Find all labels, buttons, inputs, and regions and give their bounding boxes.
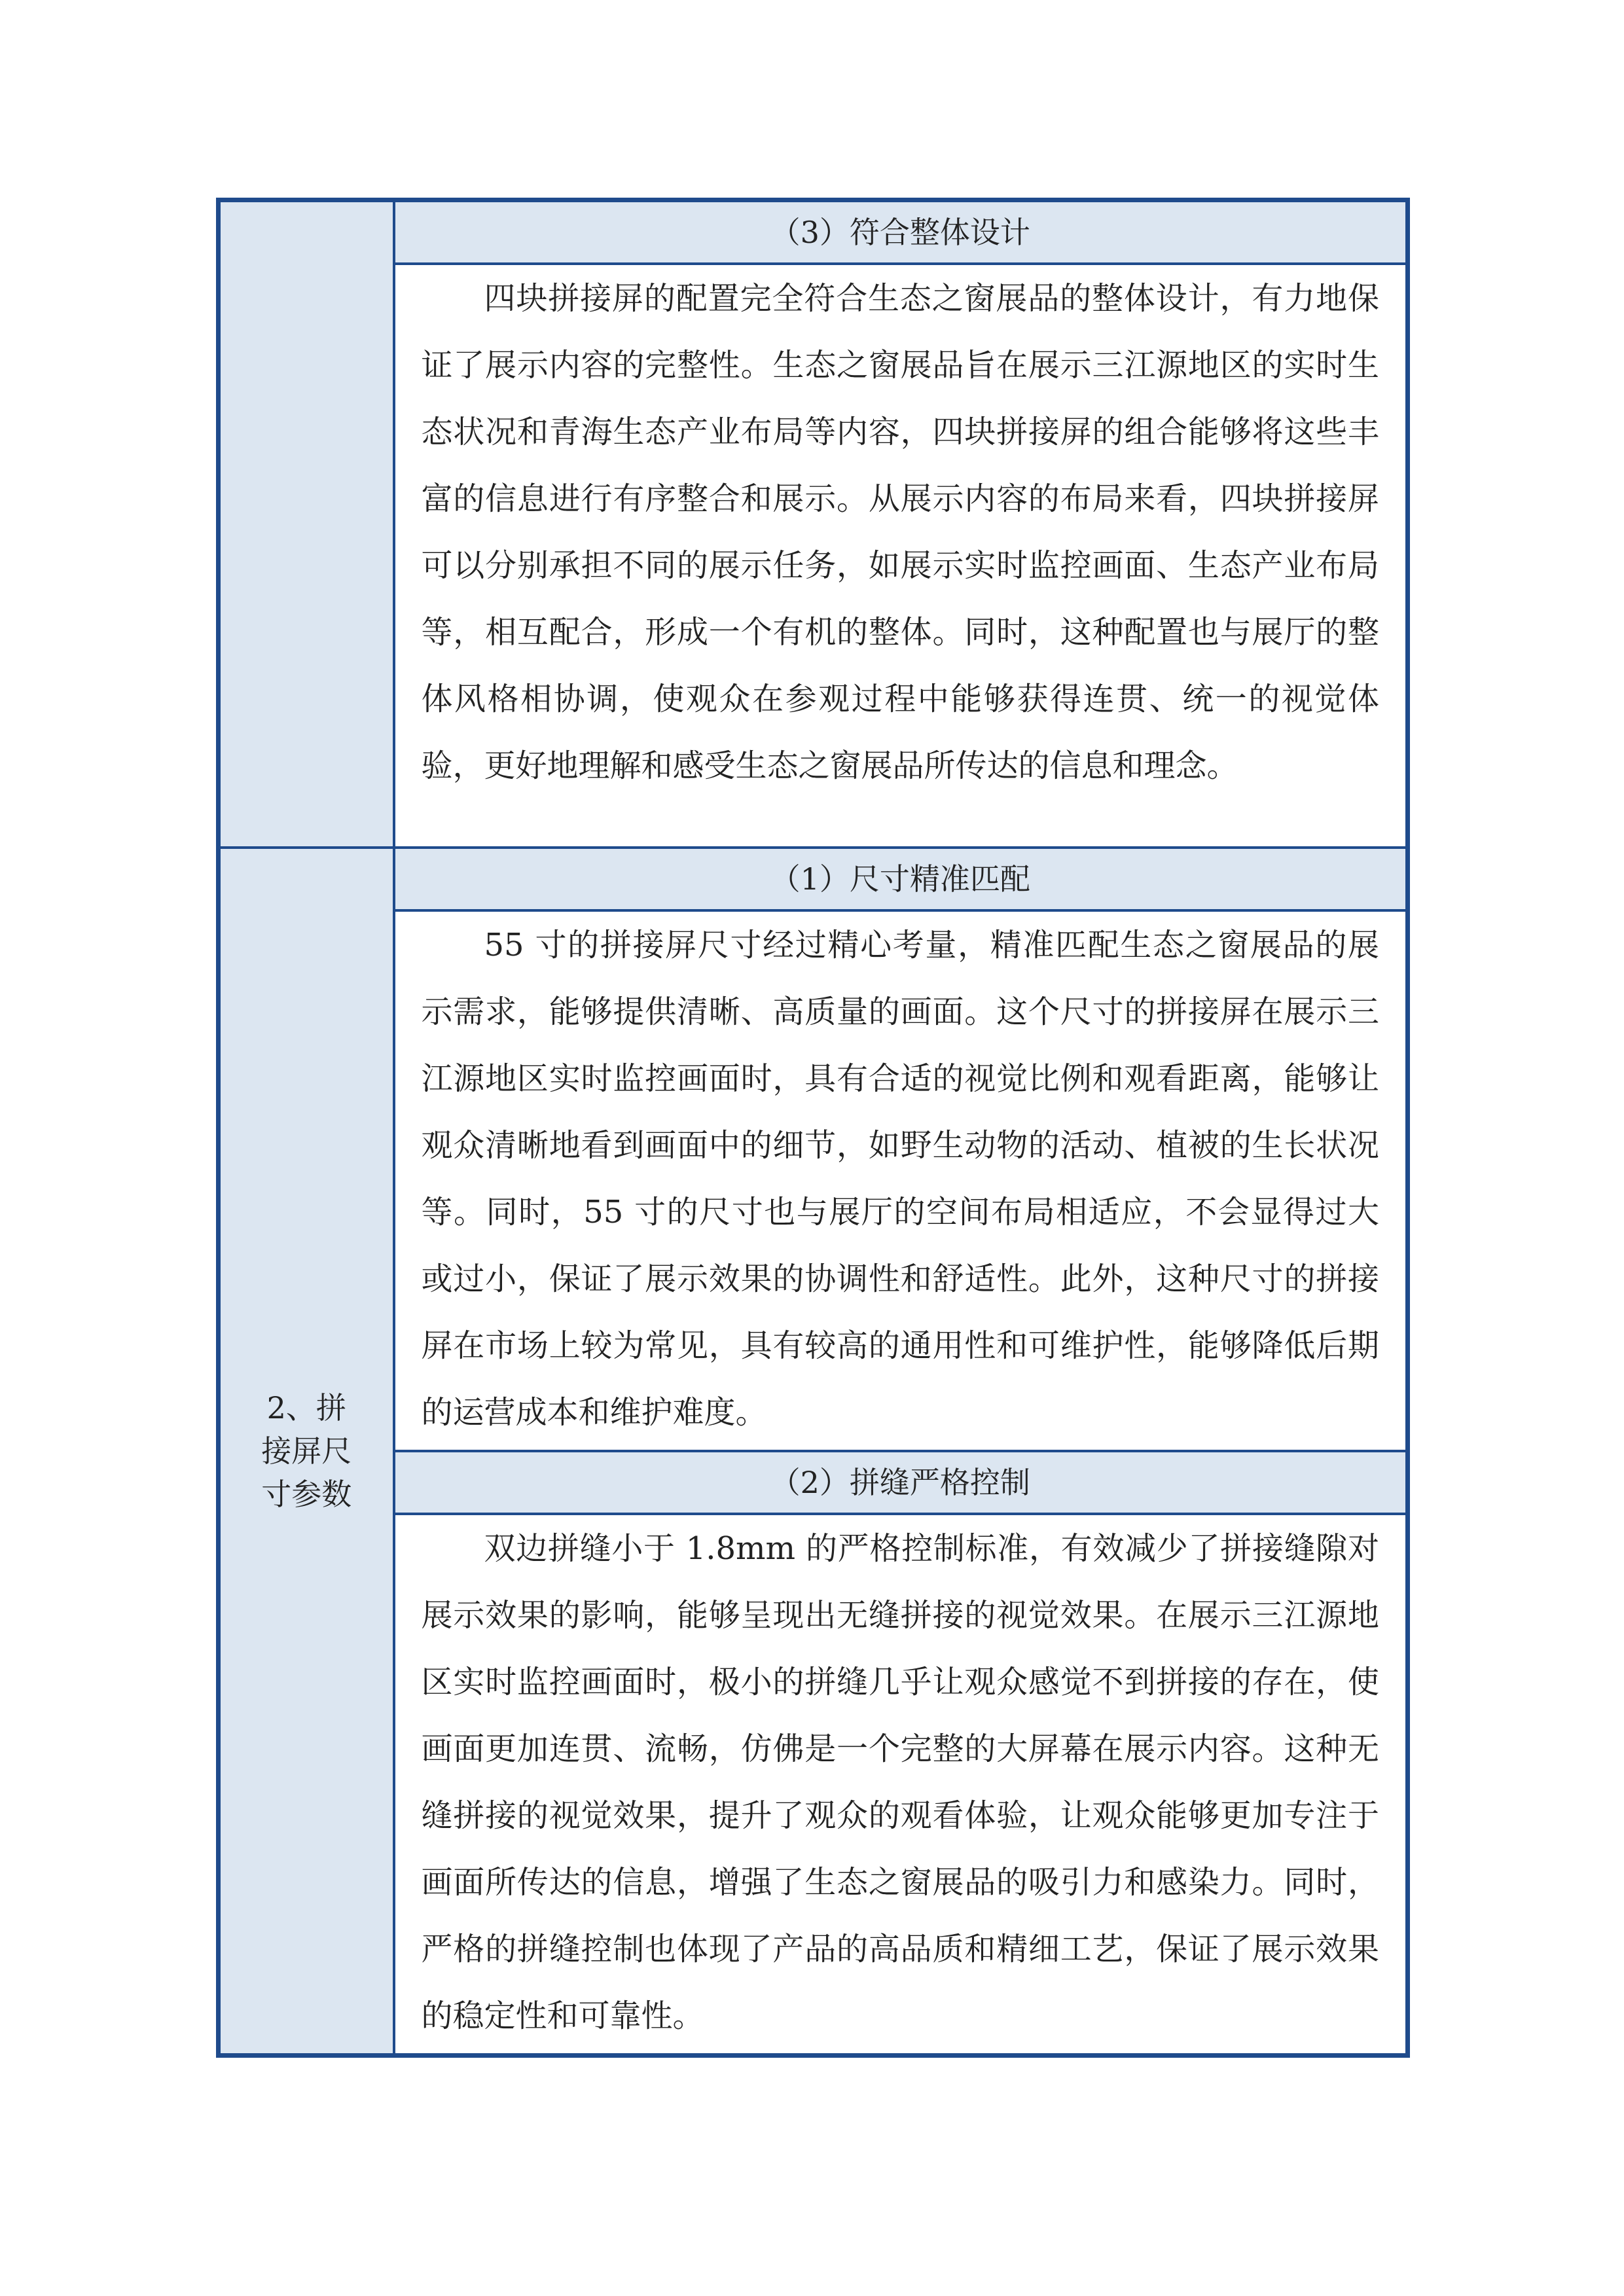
subsection-heading-cell [394,1451,1408,1514]
table-row [219,200,1408,264]
subsection-body-cell [394,910,1408,1451]
section-label-splice-screen-size: 2、拼接屏尺寸参数 [261,1390,352,1512]
table-row [219,848,1408,910]
subsection-body-seam-control: 双边拼缝小于 1.8mm 的严格控制标准，有效减少了拼接缝隙对展示效果的影响，能够呈现出无缝拼接的视觉效果。在展示三江源地区实时监控画面时，极小的拼缝几乎让观众感觉不到拼接的存在，使画面更加连贯、流畅，仿佛是一个完整的大屏幕在展示内容。这种无缝拼接的视觉效果，提升了观众的观看体验，让观众能够更加专注于画面所传达的信息，增强了生态之窗展品的吸引力和感染力。同时，严格的拼缝控制也体现了产品的高品质和精细工艺，保证了展示效果的稳定性和可靠性。 [421,1530,1379,2034]
subsection-body-size-match: 55 寸的拼接屏尺寸经过精心考量，精准匹配生态之窗展品的展示需求，能够提供清晰、高质量的画面。这个尺寸的拼接屏在展示三江源地区实时监控画面时，具有合适的视觉比例和观看距离，能够让观众清晰地看到画面中的细节，如野生动物的活动、植被的生长状况等。同时，55 寸的尺寸也与展厅的空间布局相适应，不会显得过大或过小，保证了展示效果的协调性和舒适性。此外，这种尺寸的拼接屏在市场上较为常见，具有较高的通用性和可维护性，能够降低后期的运营成本和维护难度。 [421,927,1379,1431]
table-row [219,264,1408,848]
subsection-heading-overall-design: （3）符合整体设计 [770,215,1030,250]
table-row [219,1451,1408,1514]
section-label-cell-1 [219,200,394,848]
subsection-body-cell [394,264,1408,848]
subsection-body-cell [394,1514,1408,2056]
subsection-body-overall-design: 四块拼接屏的配置完全符合生态之窗展品的整体设计，有力地保证了展示内容的完整性。生态之窗展品旨在展示三江源地区的实时生态状况和青海生态产业布局等内容，四块拼接屏的组合能够将这些丰富的信息进行有序整合和展示。从展示内容的布局来看，四块拼接屏可以分别承担不同的展示任务，如展示实时监控画面、生态产业布局等，相互配合，形成一个有机的整体。同时，这种配置也与展厅的整体风格相协调，使观众在参观过程中能够获得连贯、统一的视觉体验，更好地理解和感受生态之窗展品所传达的信息和理念。 [421,280,1379,784]
section-label-cell-2 [219,848,394,2056]
subsection-heading-size-match: （1）尺寸精准匹配 [770,861,1030,897]
spec-table [216,198,1410,2058]
subsection-heading-seam-control: （2）拼缝严格控制 [770,1465,1030,1500]
table-row [219,1514,1408,2056]
subsection-heading-cell [394,200,1408,264]
subsection-heading-cell [394,848,1408,910]
table-row [219,910,1408,1451]
